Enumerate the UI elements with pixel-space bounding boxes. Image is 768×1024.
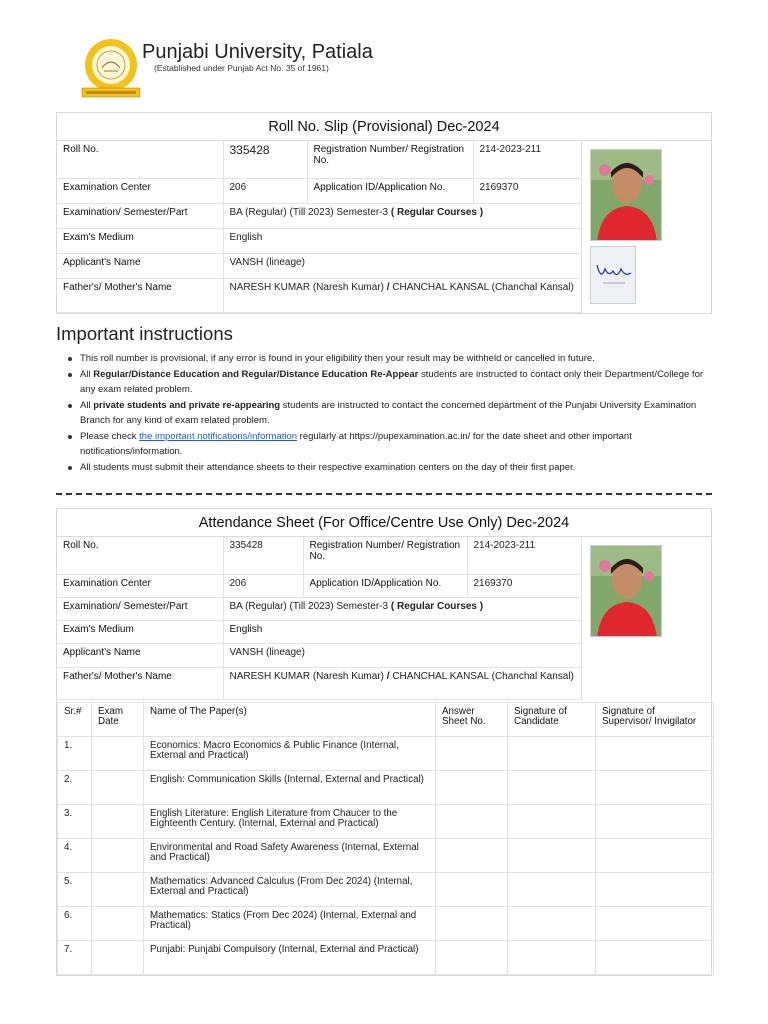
registration-label: Registration Number/ Registration No. <box>303 537 467 574</box>
instructions-list <box>67 351 707 475</box>
table-row <box>58 940 714 974</box>
applicant-name-value: VANSH (lineage) <box>223 253 581 278</box>
col-answer-sheet: Answer Sheet No. <box>436 702 508 736</box>
attendance-info-table <box>57 537 582 700</box>
parent-name-label: Father's/ Mother's Name <box>57 667 223 699</box>
attendance-title: Attendance Sheet (For Office/Centre Use Only) Dec-2024 <box>57 509 711 537</box>
roll-slip-card <box>56 112 712 314</box>
row-sr: 5. <box>58 872 92 906</box>
applicant-name-label: Applicant's Name <box>57 253 223 278</box>
row-answer-sheet <box>436 736 508 770</box>
registration-value: 214-2023-211 <box>467 537 581 574</box>
applicant-name-value: VANSH (lineage) <box>223 643 581 667</box>
row-paper: English: Communication Skills (Internal, External and Practical) <box>144 770 436 804</box>
university-subtitle: (Established under Punjab Act No. 35 of 1961) <box>154 63 329 73</box>
row-answer-sheet <box>436 906 508 940</box>
row-supervisor-signature <box>596 872 714 906</box>
row-paper: Economics: Macro Economics & Public Finance (Internal, External and Practical) <box>144 736 436 770</box>
col-supervisor-signature: Signature of Supervisor/ Invigilator <box>596 702 714 736</box>
row-candidate-signature <box>508 872 596 906</box>
exam-label: Examination/ Semester/Part <box>57 597 223 620</box>
row-answer-sheet <box>436 872 508 906</box>
attendance-card <box>56 508 712 976</box>
row-supervisor-signature <box>596 906 714 940</box>
table-row <box>58 736 714 770</box>
cut-line-divider <box>56 493 712 495</box>
papers-table-header <box>58 702 714 736</box>
instruction-item: All students must submit their attendance sheets to their respective examination centers on the day of their first paper. <box>67 460 707 476</box>
instruction-item: All Regular/Distance Education and Regular/Distance Education Re-Appear students are instructed to contact only their Department/College for any exam related problem. <box>67 367 707 398</box>
exam-label: Examination/ Semester/Part <box>57 203 223 228</box>
row-supervisor-signature <box>596 804 714 838</box>
row-exam-date <box>92 736 144 770</box>
application-label: Application ID/Application No. <box>303 574 467 597</box>
instruction-item: This roll number is provisional, if any error is found in your eligibility then your result may be withheld or cancelled in future. <box>67 351 707 367</box>
medium-value: English <box>223 228 581 253</box>
row-sr: 2. <box>58 770 92 804</box>
table-row <box>58 872 714 906</box>
row-supervisor-signature <box>596 770 714 804</box>
photo-column <box>582 141 712 313</box>
center-value: 206 <box>223 574 303 597</box>
parent-name-value: NARESH KUMAR (Naresh Kumar) / CHANCHAL KANSAL (Chanchal Kansal) <box>223 667 581 699</box>
row-sr: 3. <box>58 804 92 838</box>
row-sr: 4. <box>58 838 92 872</box>
exam-value: BA (Regular) (Till 2023) Semester-3 ( Regular Courses ) <box>223 203 581 228</box>
row-answer-sheet <box>436 838 508 872</box>
row-paper: Punjabi: Punjabi Compulsory (Internal, External and Practical) <box>144 940 436 974</box>
row-candidate-signature <box>508 838 596 872</box>
table-row <box>58 838 714 872</box>
row-candidate-signature <box>508 770 596 804</box>
medium-label: Exam's Medium <box>57 620 223 643</box>
row-paper: Mathematics: Advanced Calculus (From Dec 2024) (Internal, External and Practical) <box>144 872 436 906</box>
row-candidate-signature <box>508 804 596 838</box>
col-paper-name: Name of The Paper(s) <box>144 702 436 736</box>
parent-name-label: Father's/ Mother's Name <box>57 278 223 312</box>
photo-column <box>582 537 712 700</box>
col-sr: Sr.# <box>58 702 92 736</box>
row-supervisor-signature <box>596 940 714 974</box>
row-supervisor-signature <box>596 736 714 770</box>
medium-label: Exam's Medium <box>57 228 223 253</box>
registration-value: 214-2023-211 <box>473 141 581 178</box>
table-row <box>58 906 714 940</box>
registration-label: Registration Number/ Registration No. <box>307 141 473 178</box>
row-exam-date <box>92 838 144 872</box>
table-row <box>58 770 714 804</box>
page-header <box>80 38 500 100</box>
roll-value: 335428 <box>223 537 303 574</box>
roll-slip-title: Roll No. Slip (Provisional) Dec-2024 <box>57 113 711 141</box>
roll-slip-info-table <box>57 141 582 313</box>
roll-label: Roll No. <box>57 537 223 574</box>
applicant-photo <box>590 545 662 637</box>
row-supervisor-signature <box>596 838 714 872</box>
table-row <box>58 804 714 838</box>
row-sr: 7. <box>58 940 92 974</box>
row-paper: Mathematics: Statics (From Dec 2024) (Internal, External and Practical) <box>144 906 436 940</box>
row-exam-date <box>92 770 144 804</box>
application-value: 2169370 <box>473 178 581 203</box>
application-value: 2169370 <box>467 574 581 597</box>
medium-value: English <box>223 620 581 643</box>
col-exam-date: Exam Date <box>92 702 144 736</box>
row-sr: 1. <box>58 736 92 770</box>
row-paper: Environmental and Road Safety Awareness (Internal, External and Practical) <box>144 838 436 872</box>
col-candidate-signature: Signature of Candidate <box>508 702 596 736</box>
center-label: Examination Center <box>57 178 223 203</box>
roll-label: Roll No. <box>57 141 223 178</box>
row-candidate-signature <box>508 736 596 770</box>
row-exam-date <box>92 906 144 940</box>
row-sr: 6. <box>58 906 92 940</box>
row-exam-date <box>92 940 144 974</box>
row-exam-date <box>92 872 144 906</box>
applicant-name-label: Applicant's Name <box>57 643 223 667</box>
center-value: 206 <box>223 178 307 203</box>
row-candidate-signature <box>508 940 596 974</box>
papers-table <box>57 702 714 975</box>
roll-value: 335428 <box>223 141 307 178</box>
center-label: Examination Center <box>57 574 223 597</box>
exam-value: BA (Regular) (Till 2023) Semester-3 ( Regular Courses ) <box>223 597 581 620</box>
applicant-photo <box>590 149 662 241</box>
notifications-link[interactable]: the important notifications/information <box>139 430 298 442</box>
row-answer-sheet <box>436 940 508 974</box>
instruction-item: All private students and private re-appearing students are instructed to contact the concerned department of the Punjabi University Examination Branch for any kind of exam related problem. <box>67 398 707 429</box>
instruction-item: Please check the important notifications/information regularly at https://pupexamination.ac.in/ for the date sheet and other important notifications/information. <box>67 429 707 460</box>
row-candidate-signature <box>508 906 596 940</box>
instructions-title: Important instructions <box>56 323 233 344</box>
university-name: Punjabi University, Patiala <box>142 41 373 63</box>
parent-name-value: NARESH KUMAR (Naresh Kumar) / CHANCHAL KANSAL (Chanchal Kansal) <box>223 278 581 312</box>
row-answer-sheet <box>436 804 508 838</box>
application-label: Application ID/Application No. <box>307 178 473 203</box>
row-exam-date <box>92 804 144 838</box>
row-answer-sheet <box>436 770 508 804</box>
university-logo <box>80 38 142 98</box>
row-paper: English Literature: English Literature from Chaucer to the Eighteenth Century. (Internal, External and Practical) <box>144 804 436 838</box>
applicant-signature <box>590 246 636 304</box>
